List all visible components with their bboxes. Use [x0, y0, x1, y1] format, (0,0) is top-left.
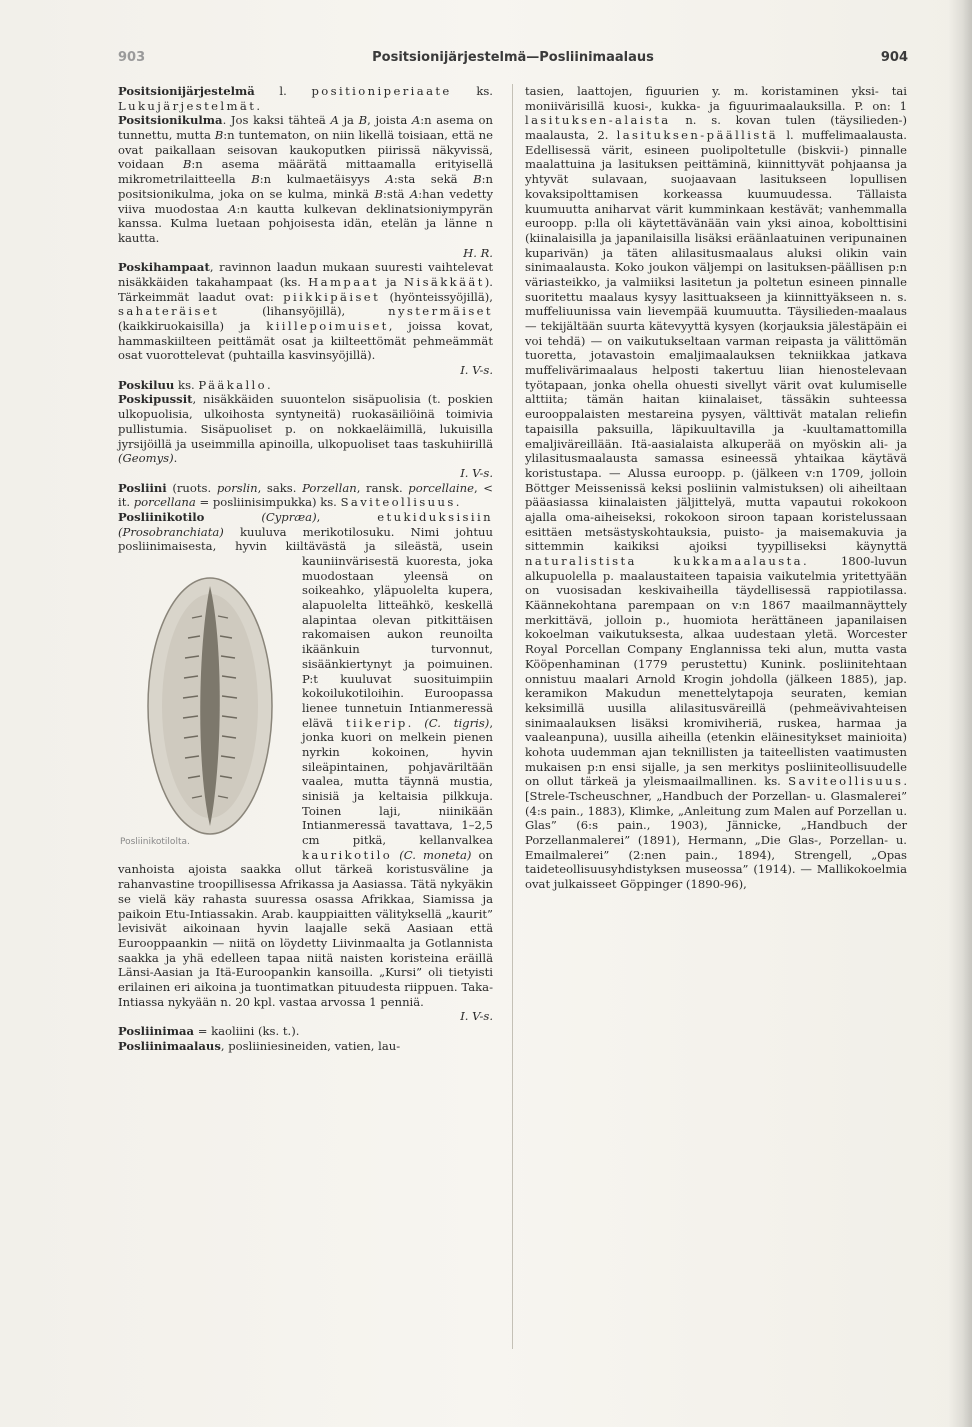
cowrie-shell-illustration: [118, 556, 296, 856]
left-column-entry: Poskipussit, nisäkkäiden suuontelon sisäpuolisia (t. poskien ulkopuolisia, ulkoihosta syntyneitä) ruokasäiliöinä toimivia pullistumia. Sisäpuoliset p. on nokkaeläimillä, lukuisilla jyrsijöillä ja useimmilla apinoilla, ulkopuoliset taas taskuhiirillä (Geomys). I. V-s.: [118, 392, 493, 480]
figure-caption: Posliinikotilolta.: [120, 837, 190, 848]
shell-figure: [118, 556, 296, 856]
left-column: [118, 84, 493, 1053]
left-column-entry: Positsionikulma. Jos kaksi tähteä A ja B, joista A:n asema on tunnettu, mutta B:n tuntematon, on niin likellä toisiaan, että ne ovat paikallaan seisovan kaukoputken piirissä näkyvissä, voidaan B:n asema määrätä mittaamalla erityisellä mikrometrilaitteella B:n kulmaetäisyys A:sta sekä B:n positsionikulma, joka on se kulma, minkä B:stä A:han vedetty viiva muodostaa A:n kautta kulkevan deklinatsioniympyrän kanssa. Kulma luetaan pohjoisesta idän, etelän ja länne n kautta. H. R.: [118, 113, 494, 260]
running-title: Positsionijärjestelmä—Posliinimaalaus: [372, 50, 654, 65]
page-edge-shadow: [948, 0, 972, 1427]
page-header: [118, 50, 908, 70]
right-column-entry: tasien, laattojen, figuurien y. m. koristaminen yksi- tai moniivärisillä kuosi-, kukka- ja figuurimaalauksilla. P. on: 1 lasituksen-alaista n. s. kovan tulen (täysilieden-) maalausta, 2. lasituksen-päällistä l. muffelimaalausta. Edellisessä värit, esineen puolipoltetulle (biskvii-) pinnalle maalattuina ja lasituksen peittäminä, kiinnittyvät pohjaansa ja yhtyvät sulavaan, suojaavaan lasitukseen lopullisen kovaksipolttamisen korkeassa kuumuudessa. Tällaista kuumuutta aniharvat värit kumminkaan kestävät; vanhemmalla euroopp. p:lla oli käytettävänään vain yksi ainoa, kobolttisini (kiinalaisilla ja japanilaisilla lisäksi eräänlaatuinen veripunainen kuparivän) ja täten alilasitusmaalaus aluksi olikin vain sinimaalausta. Koko joukon väljempi on lasituksen-päällisen p:n väriasteikko, ja valmiiksi lasitetun ja poltetun esineen pinnalle suoritettu maalaus kysyy lasittuakseen ja kiinnittyäkseen n. s. muffeliuunissa vain lievempää kuumuutta. Täysilieden-maalaus — tekijältään suurta kätevyyttä kysyen (korjauksia jälestäpäin ei voi tehdä) — on vaikutukseltaan varman reipasta ja välittömän tuoretta, jotavastoin emaljimaalauksen tekniikkaa jatkava muffelivärimaalaus helposti takertuu liian hienostelevaan työtapaan, jonka ohella ohuesti sivellyt värit ovat kulumiselle alttiita; tämän haitan kiinalaiset, tässäkin suhteessa eurooppalaisten mestareina pysyen, välttivät matalan reliefin tapaisilla paksuilla, läpikuultavilla ja -kuultamattomilla emaljiväreillään. Itä-aasialaista alkuperää on myöskin ali- ja ylilasitusmaalausta samassa esineessä yhtaikaa käytävä koristustapa. — Alussa euroopp. p. (jälkeen v:n 1709, jolloin Böttger Meissenissä keksi posliinin valmistuksen) oli aiheiltaan pääasiassa kiinalaisten jäljittelyä, mutta vapautui rokokoon ajalla oma-aiheiseksi, rokokoon siroon tapaan koristelussaan esittäen metsästyskohtauksia, puisto- ja maisemakuvia ja sittemmin kaikiksi ajoiksi tyypilliseksi käynyttä naturalistista kukkamaalausta. 1800-luvun alkupuolella p. maalaustaiteen tapaisia vaikutelmia yritettyään on vuosisadan keskivaiheilla täydellisessä rappiotilassa. Käännekohtana parempaan on v:n 1867 maailmannäyttely merkittävä, jolloin p., huomiota herättäneen japanilaisen kokoelman vaikutuksesta, alkaa uudestaan yletä. Worcester Royal Porcellan Company Englannissa teki alun, mutta vasta Kööpenhaminan (1779 perustettu) Kunink. posliinitehtaan onnistuu maalari Arnold Krogin johdolla (jälkeen 1885), jap. keramikon Makudun menettelytapoja seuraten, kemian keksimillä uusilla alilasitusväreillä (pehmeävivahteisen sinimaalauksen lisäksi kromiviheriä, ruskea, harmaa ja vaaleanpuna), uusilla aiheilla (etenkin eläinesitykset mainioita) kohota uudemman ajan teknillisten ja taiteellisten vaatimusten mukaisen p:n ensi sijalle, ja sen merkitys posliiniteollisuudelle on ollut tärkeä ja yleismaailmallinen. ks. Saviteollisuus. [Strele-Tscheuschner, „Handbuch der Porzellan- u. Glasmalerei” (4:s pain., 1883), Klimke, „Anleitung zum Malen auf Porzellan u. Glas” (6:s pain., 1903), Jännicke, „Handbuch der Porzellanmalerei” (1891), Hermann, „Die Glas-, Porzellan- u. Emailmalerei” (2:nen pain., 1894), Strengell, „Opas taideteollisuusyhdistyksen museossa” (1914). — Mallikokoelmia ovat julkaisseet Göppinger (1890-96),: [525, 84, 907, 892]
left-column-entry: Poskiluu ks. Pääkallo.: [118, 377, 271, 392]
right-column: [525, 84, 907, 892]
page-number-left: 903: [118, 50, 146, 65]
left-column-entry: Posliinikotilo (Cypræa), etukiduksisiin (Prosobranchiata) kuuluva merikotilosuku. Nimi johtuu posliinimaisesta, hyvin kiiltävästä ja sileästä, usein kauniinvärisestä kuoresta, joka Posliinikotilolta. muodostaan yleensä on soikeahko, yläpuolelta kupera, alapuolelta litteähkö, keskellä alapintaa olevan pitkittäisen rakomaisen aukon reunoilta ikäänkuin turvonnut, sisäänkiertynyt ja poimuinen. P:t kuuluvat suosituimpiin kokoilukotiloihin. Euroopassa lienee tunnetuin Intianmeressä elävä tiikerip. (C. tigris), jonka kuori on melkein pienen nyrkin kokoinen, hyvin sileäpintainen, pohjaväriltään vaalea, mutta täynnä mustia, sinisiä ja keltaisia pilkkuja. Toinen laji, niinikään Intianmeressä tavattava, 1–2,5 cm pitkä, kellanvalkea kaurikotilo (C. moneta) on vanhoista ajoista saakka ollut tärkeä koristusväline ja rahanvastine troopillisessa Afrikassa ja Aasiassa. Tätä nykyäkin se vielä käy rahasta suuressa osassa Afrikkaa, Siamissa ja paikoin Etu-Intiassakin. Arab. kauppiaitten välityksellä „kaurit” levisivät aikoinaan hyvin laajalle sekä Aasiaan että Eurooppaankin — niitä on löydetty Liivinmaalta ja Gotlannista saakka ja yhä edelleen tapaa niitä naisten koristeina eräillä Länsi-Aasian ja Itä-Euroopankin kansoilla. „Kursi” oli tietyisti erilainen eri aikoina ja tuontimatkan pituudesta riippuen. Taka-Intiassa nykyään n. 20 kpl. vastaa arvossa 1 penniä. I. V-s.: [118, 509, 494, 1024]
left-column-entry: Positsionijärjestelmä l. positioniperiaate ks. Lukujärjestelmät.: [118, 84, 493, 113]
left-column-entry: Posliini (ruots. porslin, saks. Porzellan, ransk. porcellaine, < it. porcellana = posliinisimpukka) ks. Saviteollisuus.: [118, 480, 493, 510]
left-column-entry: Poskihampaat, ravinnon laadun mukaan suuresti vaihtelevat nisäkkäiden takahampaat (ks. Hampaat ja Nisäkkäät). Tärkeimmät laadut ovat: piikkipäiset (hyönteissyöjillä), sahateräiset (lihansyöjillä), nystermäiset (kaikkiruokaisilla) ja kiillepoimuiset, joissa kovat, hammaskiilteen peittämät osat ja kiilteettömät pehmeämmät osat vuorottelevat (puhtailla kasvinsyöjillä). I. V-s.: [118, 260, 494, 378]
left-column-entry: Posliinimaalaus, posliiniesineiden, vatien, lau-: [118, 1038, 401, 1053]
left-column-entry: Posliinimaa = kaoliini (ks. t.).: [118, 1024, 300, 1038]
column-divider: [512, 84, 513, 1349]
page-number-right: 904: [880, 50, 908, 65]
